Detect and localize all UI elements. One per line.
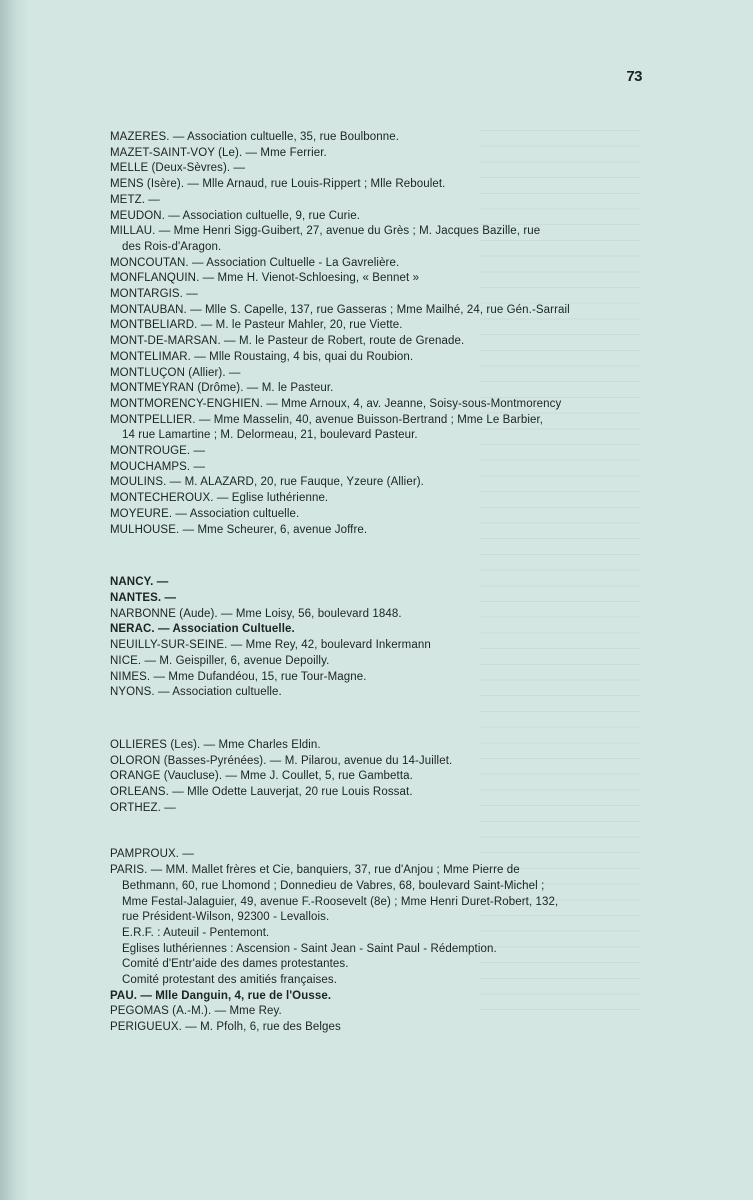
entry-montbeliard: MONTBELIARD. — M. le Pasteur Mahler, 20, rue Viette. xyxy=(110,319,403,332)
entry-nantes: NANTES. — xyxy=(110,591,177,604)
entry-montpellier: MONTPELLIER. — Mme Masselin, 40, avenue Buisson-Bertrand ; Mme Le Barbier, xyxy=(110,413,544,426)
entry-metz: METZ. — xyxy=(110,193,160,206)
entry-paris-comite-protestant: Comité protestant des amitiés françaises. xyxy=(122,974,338,987)
group-spacer xyxy=(110,816,642,847)
entry-oloron: OLORON (Basses-Pyrénées). — M. Pilarou, avenue du 14-Juillet. xyxy=(110,754,453,767)
letter-group-n xyxy=(110,575,642,701)
entry-pau: PAU. — Mlle Danguin, 4, rue de l'Ousse. xyxy=(110,989,332,1002)
page-edge-shadow xyxy=(0,0,30,1200)
entry-moyeure: MOYEURE. — Association cultuelle. xyxy=(110,507,300,520)
entry-paris-line-4: rue Président-Wilson, 92300 - Levallois. xyxy=(122,911,330,924)
entry-montlucon: MONTLUÇON (Allier). — xyxy=(110,366,241,379)
entry-mulhouse: MULHOUSE. — Mme Scheurer, 6, avenue Joffre. xyxy=(110,523,368,536)
entry-paris-comite-entraide: Comité d'Entr'aide des dames protestantes. xyxy=(122,958,349,971)
entry-montmeyran: MONTMEYRAN (Drôme). — M. le Pasteur. xyxy=(110,382,334,395)
entry-pegomas: PEGOMAS (A.-M.). — Mme Rey. xyxy=(110,1005,282,1018)
entry-millau-continued: des Rois-d'Aragon. xyxy=(122,240,222,253)
entry-nyons: NYONS. — Association cultuelle. xyxy=(110,686,282,699)
entry-mazeres: MAZERES. — Association cultuelle, 35, rue Boulbonne. xyxy=(110,131,400,143)
entry-montelimar: MONTELIMAR. — Mlle Roustaing, 4 bis, quai du Roubion. xyxy=(110,350,414,363)
entry-pamproux: PAMPROUX. — xyxy=(110,848,194,861)
entry-perigueux: PERIGUEUX. — M. Pfolh, 6, rue des Belges xyxy=(110,1021,341,1034)
entry-montecheroux: MONTECHEROUX. — Eglise luthérienne. xyxy=(110,492,329,505)
entry-paris-eglises: Eglises luthériennes : Ascension - Saint Jean - Saint Paul - Rédemption. xyxy=(122,942,497,955)
entry-montmorency-enghien: MONTMORENCY-ENGHIEN. — Mme Arnoux, 4, av. Jeanne, Soisy-sous-Montmorency xyxy=(110,397,562,410)
entry-paris: PARIS. — MM. Mallet frères et Cie, banquiers, 37, rue d'Anjou ; Mme Pierre de xyxy=(110,864,520,877)
entry-montauban: MONTAUBAN. — Mlle S. Capelle, 137, rue Gasseras ; Mme Mailhé, 24, rue Gén.-Sarrail xyxy=(110,303,570,316)
entry-mouchamps: MOUCHAMPS. — xyxy=(110,460,206,473)
entry-narbonne: NARBONNE (Aude). — Mme Loisy, 56, boulevard 1848. xyxy=(110,607,402,620)
entry-moulins: MOULINS. — M. ALAZARD, 20, rue Fauque, Yzeure (Allier). xyxy=(110,476,424,489)
entry-montargis: MONTARGIS. — xyxy=(110,288,198,301)
entry-mazet-saint-voy: MAZET-SAINT-VOY (Le). — Mme Ferrier. xyxy=(110,146,327,159)
entry-paris-erf: E.R.F. : Auteuil - Pentemont. xyxy=(122,926,270,939)
entry-orleans: ORLEANS. — Mlle Odette Lauverjat, 20 rue Louis Rossat. xyxy=(110,786,413,799)
letter-group-p xyxy=(110,847,642,1035)
entry-montrouge: MONTROUGE. — xyxy=(110,445,206,458)
entry-nimes: NIMES. — Mme Dufandéou, 15, rue Tour-Magne. xyxy=(110,670,367,683)
entry-moncoutan: MONCOUTAN. — Association Cultuelle - La Gavrelière. xyxy=(110,256,400,269)
entry-paris-line-3: Mme Festal-Jalaguier, 49, avenue F.-Roosevelt (8e) ; Mme Henri Duret-Robert, 132, xyxy=(122,895,559,908)
entry-mens: MENS (Isère). — Mlle Arnaud, rue Louis-Rippert ; Mlle Reboulet. xyxy=(110,178,446,191)
entry-millau: MILLAU. — Mme Henri Sigg-Guibert, 27, avenue du Grès ; M. Jacques Bazille, rue xyxy=(110,225,541,238)
entry-nancy: NANCY. — xyxy=(110,576,169,589)
entry-melle: MELLE (Deux-Sèvres). — xyxy=(110,162,246,175)
entry-nice: NICE. — M. Geispiller, 6, avenue Depoilly. xyxy=(110,654,330,667)
entry-orthez: ORTHEZ. — xyxy=(110,801,176,814)
entry-paris-line-2: Bethmann, 60, rue Lhomond ; Donnedieu de Vabres, 68, boulevard Saint-Michel ; xyxy=(122,879,545,892)
group-spacer xyxy=(110,538,642,575)
entry-ollieres: OLLIERES (Les). — Mme Charles Eldin. xyxy=(110,738,321,751)
entry-nerac: NERAC. — Association Cultuelle. xyxy=(110,623,295,636)
group-spacer xyxy=(110,701,642,738)
page-number: 73 xyxy=(626,68,642,85)
entry-meudon: MEUDON. — Association cultuelle, 9, rue Curie. xyxy=(110,209,361,222)
entry-orange: ORANGE (Vaucluse). — Mme J. Coullet, 5, rue Gambetta. xyxy=(110,770,413,783)
entry-montpellier-continued: 14 rue Lamartine ; M. Delormeau, 21, boulevard Pasteur. xyxy=(122,429,418,442)
entry-monflanquin: MONFLANQUIN. — Mme H. Vienot-Schloesing, « Bennet » xyxy=(110,272,420,285)
letter-group-o xyxy=(110,738,642,817)
entry-mont-de-marsan: MONT-DE-MARSAN. — M. le Pasteur de Robert, route de Grenade. xyxy=(110,335,465,348)
entry-neuilly-sur-seine: NEUILLY-SUR-SEINE. — Mme Rey, 42, boulevard Inkermann xyxy=(110,639,431,652)
directory-listing xyxy=(110,130,642,1036)
letter-group-m xyxy=(110,130,642,538)
